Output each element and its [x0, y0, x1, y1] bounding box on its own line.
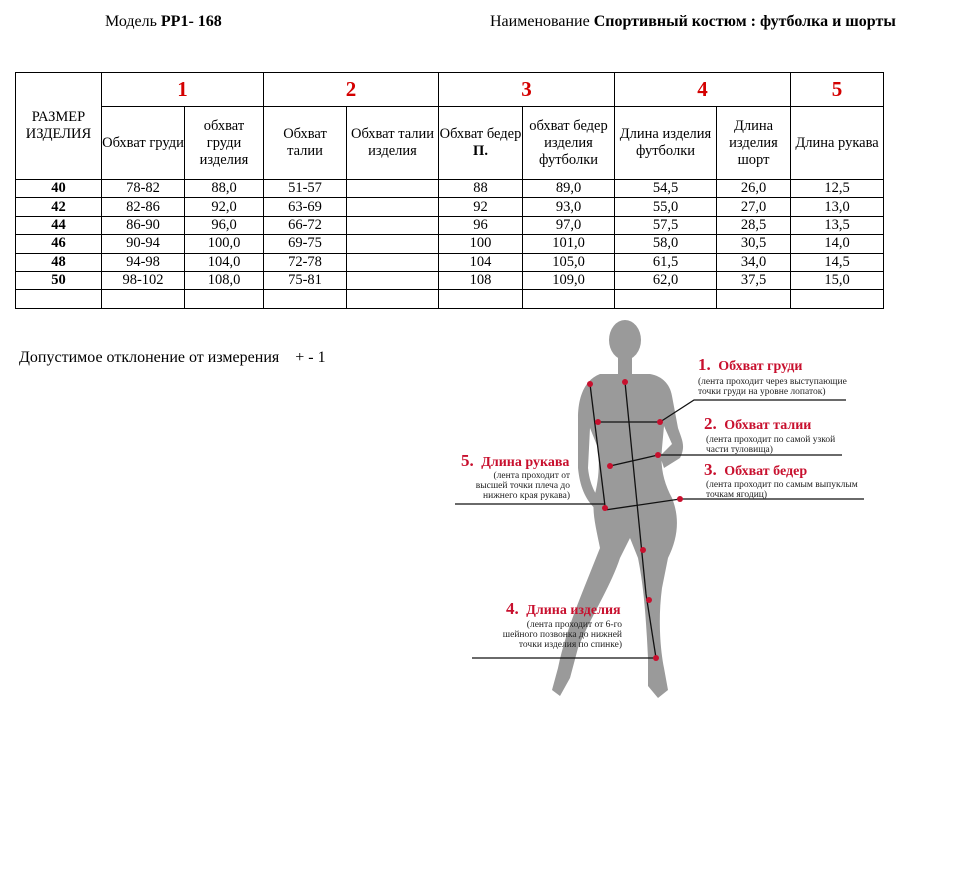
table-row-empty [16, 290, 884, 308]
cell-sleeve-length: 15,0 [791, 271, 884, 289]
cell-shorts-length: 28,5 [717, 216, 791, 234]
model-header [105, 13, 222, 31]
table-row [16, 198, 884, 216]
cell-empty [439, 290, 523, 308]
cell-chest: 90-94 [102, 235, 185, 253]
cell-sleeve-length: 12,5 [791, 180, 884, 198]
svg-text:3. Обхват бедер [704, 460, 807, 479]
cell-empty [791, 290, 884, 308]
label-waist [704, 414, 835, 455]
cell-chest-garment: 92,0 [185, 198, 264, 216]
cell-tshirt-length: 55,0 [615, 198, 717, 216]
cell-tshirt-length: 54,5 [615, 180, 717, 198]
label-waist-num: 2. [704, 414, 717, 433]
cell-hips: 108 [439, 271, 523, 289]
label-waist-note2: части туловища) [706, 445, 773, 455]
cell-hips: 100 [439, 235, 523, 253]
cell-empty [102, 290, 185, 308]
cell-tshirt-length: 61,5 [615, 253, 717, 271]
table-row [16, 216, 884, 234]
column-header-row [16, 107, 884, 180]
group-number-2: 2 [264, 73, 439, 107]
cell-waist: 66-72 [264, 216, 347, 234]
table-row [16, 271, 884, 289]
cell-hips-garment: 101,0 [523, 235, 615, 253]
label-chest-note2: точки груди на уровне лопаток) [698, 387, 826, 397]
cell-chest: 86-90 [102, 216, 185, 234]
cell-empty [717, 290, 791, 308]
col-header-chest-garment: обхват груди изделия [185, 107, 264, 180]
label-chest-note1: (лента проходит через выступающие [698, 377, 847, 387]
cell-hips: 104 [439, 253, 523, 271]
label-sleeve-note3: нижнего края рукава) [483, 491, 570, 501]
cell-waist-garment [347, 216, 439, 234]
table-row [16, 235, 884, 253]
col-header-hips [439, 107, 523, 180]
label-sleeve-note1: (лента проходит от [493, 471, 570, 481]
cell-hips-garment: 97,0 [523, 216, 615, 234]
cell-empty [264, 290, 347, 308]
col-header-waist: Обхват талии [264, 107, 347, 180]
col-header-chest: Обхват груди [102, 107, 185, 180]
cell-waist: 63-69 [264, 198, 347, 216]
measurement-figure [450, 318, 890, 708]
cell-sleeve-length: 14,5 [791, 253, 884, 271]
col-header-sleeve-length: Длина рукава [791, 107, 884, 180]
cell-shorts-length: 26,0 [717, 180, 791, 198]
cell-waist-garment [347, 180, 439, 198]
label-sleeve-title: Длина рукава [481, 455, 570, 470]
cell-chest: 94-98 [102, 253, 185, 271]
label-length-num: 4. [506, 599, 519, 618]
cell-hips-garment: 109,0 [523, 271, 615, 289]
group-number-5: 5 [791, 73, 884, 107]
svg-text:4. Длина изделия [506, 599, 621, 618]
label-chest-num: 1. [698, 355, 711, 374]
cell-waist-garment [347, 271, 439, 289]
cell-chest-garment: 104,0 [185, 253, 264, 271]
col-header-tshirt-length: Длина изделия футболки [615, 107, 717, 180]
svg-text:2. Обхват талии [704, 414, 811, 433]
cell-chest: 78-82 [102, 180, 185, 198]
cell-waist-garment [347, 235, 439, 253]
cell-waist: 75-81 [264, 271, 347, 289]
cell-shorts-length: 30,5 [717, 235, 791, 253]
cell-chest-garment: 88,0 [185, 180, 264, 198]
cell-size: 46 [16, 235, 102, 253]
label-sleeve [461, 451, 571, 501]
cell-size: 50 [16, 271, 102, 289]
label-chest [698, 355, 847, 397]
label-length-note1: (лента проходит от 6-го [526, 620, 622, 630]
size-table [15, 72, 884, 309]
label-hips-note1: (лента проходит по самым выпуклым [706, 480, 858, 490]
label-length-title: Длина изделия [526, 603, 621, 618]
label-chest-title: Обхват груди [718, 359, 803, 374]
cell-hips: 96 [439, 216, 523, 234]
col-header-hips-suffix: П. [473, 143, 488, 159]
cell-shorts-length: 34,0 [717, 253, 791, 271]
cell-waist: 72-78 [264, 253, 347, 271]
label-hips [704, 460, 858, 500]
size-table-body [16, 180, 884, 309]
label-length-note3: точки изделия по спинке) [518, 640, 622, 650]
name-value: Спортивный костюм : футболка и шорты [593, 13, 896, 30]
label-length [503, 599, 622, 650]
cell-tshirt-length: 62,0 [615, 271, 717, 289]
label-waist-title: Обхват талии [724, 418, 812, 433]
label-sleeve-note2: высшей точки плеча до [475, 481, 570, 491]
cell-empty [16, 290, 102, 308]
label-hips-num: 3. [704, 460, 717, 479]
col-header-hips-garment: обхват бедер изделия футболки [523, 107, 615, 180]
col-header-hips-label: Обхват бедер [439, 126, 522, 142]
cell-hips: 88 [439, 180, 523, 198]
cell-waist: 51-57 [264, 180, 347, 198]
table-row [16, 253, 884, 271]
cell-tshirt-length: 57,5 [615, 216, 717, 234]
model-label: Модель [105, 13, 157, 30]
label-sleeve-num: 5. [461, 451, 474, 470]
name-label: Наименование [490, 13, 590, 30]
cell-chest-garment: 100,0 [185, 235, 264, 253]
cell-hips-garment: 105,0 [523, 253, 615, 271]
model-value: РР1- 168 [160, 13, 222, 30]
cell-empty [185, 290, 264, 308]
cell-empty [615, 290, 717, 308]
cell-size: 48 [16, 253, 102, 271]
cell-chest: 82-86 [102, 198, 185, 216]
cell-sleeve-length: 13,5 [791, 216, 884, 234]
cell-sleeve-length: 14,0 [791, 235, 884, 253]
cell-size: 40 [16, 180, 102, 198]
cell-waist-garment [347, 198, 439, 216]
group-header-row [16, 73, 884, 107]
group-number-4: 4 [615, 73, 791, 107]
group-number-1: 1 [102, 73, 264, 107]
tolerance-value: + - 1 [295, 349, 326, 366]
cell-empty [523, 290, 615, 308]
cell-shorts-length: 27,0 [717, 198, 791, 216]
label-hips-note2: точкам ягодиц) [706, 490, 768, 500]
table-row [16, 180, 884, 198]
cell-sleeve-length: 13,0 [791, 198, 884, 216]
cell-shorts-length: 37,5 [717, 271, 791, 289]
group-number-3: 3 [439, 73, 615, 107]
col-header-shorts-length: Длина изделия шорт [717, 107, 791, 180]
cell-chest-garment: 96,0 [185, 216, 264, 234]
size-header-cell: РАЗМЕР ИЗДЕЛИЯ [16, 73, 102, 180]
svg-text:1. Обхват груди [698, 355, 802, 374]
cell-waist-garment [347, 253, 439, 271]
cell-chest-garment: 108,0 [185, 271, 264, 289]
col-header-waist-garment: Обхват талии изделия [347, 107, 439, 180]
tolerance-text: Допустимое отклонение от измерения [19, 349, 280, 366]
cell-empty [347, 290, 439, 308]
cell-size: 44 [16, 216, 102, 234]
cell-hips-garment: 93,0 [523, 198, 615, 216]
svg-text:5. Длина рукава [461, 451, 569, 470]
cell-tshirt-length: 58,0 [615, 235, 717, 253]
label-waist-note1: (лента проходит по самой узкой [706, 435, 836, 445]
tolerance-note [19, 349, 326, 367]
cell-hips: 92 [439, 198, 523, 216]
product-name-header [490, 13, 896, 31]
label-length-note2: шейного позвонка до нижней [502, 630, 622, 640]
cell-size: 42 [16, 198, 102, 216]
label-hips-title: Обхват бедер [724, 464, 808, 479]
cell-chest: 98-102 [102, 271, 185, 289]
cell-waist: 69-75 [264, 235, 347, 253]
cell-hips-garment: 89,0 [523, 180, 615, 198]
